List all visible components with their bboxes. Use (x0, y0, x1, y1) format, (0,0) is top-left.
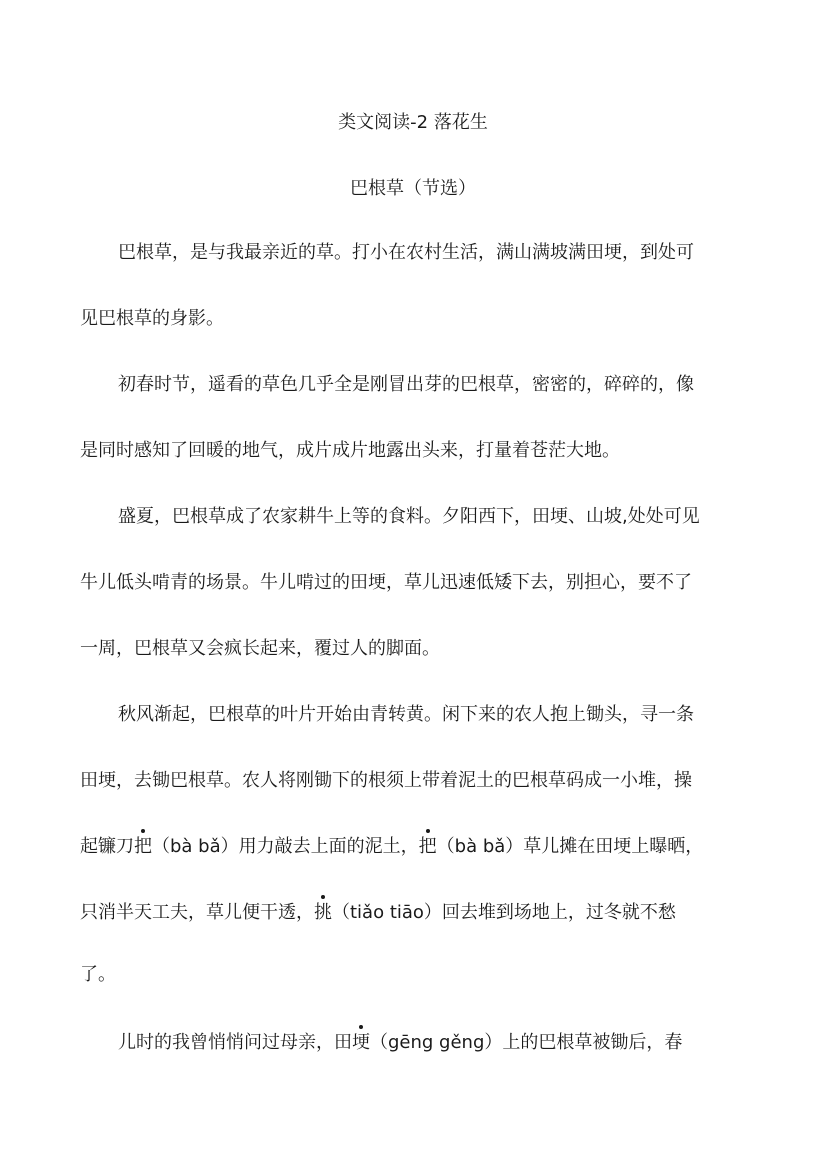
paragraph-line (80, 901, 770, 925)
paragraph-line (80, 835, 770, 859)
emphasis-char: 挑 (314, 902, 332, 923)
paragraph-line: 见巴根草的身影。 (80, 308, 224, 329)
pinyin-options: （bà bǎ）用力敲去上面的泥土， (152, 836, 419, 857)
paragraph-line (80, 1031, 808, 1055)
text-segment: 只消半天工夫，草儿便干透， (80, 902, 314, 923)
emphasis-char: 把 (418, 836, 437, 857)
paragraph-line: 盛夏，巴根草成了农家耕牛上等的食料。夕阳西下，田埂、山坡,处处可见 (118, 506, 700, 527)
text-segment: 儿时的我曾悄悄问过母亲，田 (118, 1032, 352, 1053)
paragraph-line: 是同时感知了回暖的地气，成片成片地露出头来，打量着苍茫大地。 (80, 440, 620, 461)
text-segment: 起镰刀 (80, 836, 134, 857)
passage-title: 巴根草（节选） (350, 178, 476, 199)
paragraph-line: 一周，巴根草又会疯长起来，覆过人的脚面。 (80, 638, 440, 659)
paragraph-line: 巴根草，是与我最亲近的草。打小在农村生活，满山满坡满田埂，到处可 (118, 242, 694, 263)
pinyin-options: （bà bǎ）草儿摊在田埂上曝晒， (436, 836, 704, 857)
paragraph-line: 初春时节，遥看的草色几乎全是刚冒出芽的巴根草，密密的，碎碎的，像 (118, 374, 694, 395)
document-title: 类文阅读-2 落花生 (338, 112, 488, 133)
paragraph-line: 了。 (80, 964, 116, 985)
paragraph-line: 秋风渐起，巴根草的叶片开始由青转黄。闲下来的农人抱上锄头，寻一条 (118, 704, 694, 725)
paragraph-line: 田埂，去锄巴根草。农人将刚锄下的根须上带着泥土的巴根草码成一小堆，操 (80, 770, 692, 791)
paragraph-line: 牛儿低头啃青的场景。牛儿啃过的田埂，草儿迅速低矮下去，别担心，要不了 (80, 572, 692, 593)
pinyin-options: （tiǎo tiāo）回去堆到场地上，过冬就不愁 (332, 902, 676, 923)
emphasis-char: 埂 (352, 1032, 370, 1053)
emphasis-char: 把 (134, 836, 152, 857)
pinyin-options: （gēng gěng）上的巴根草被锄后，春 (370, 1032, 683, 1053)
